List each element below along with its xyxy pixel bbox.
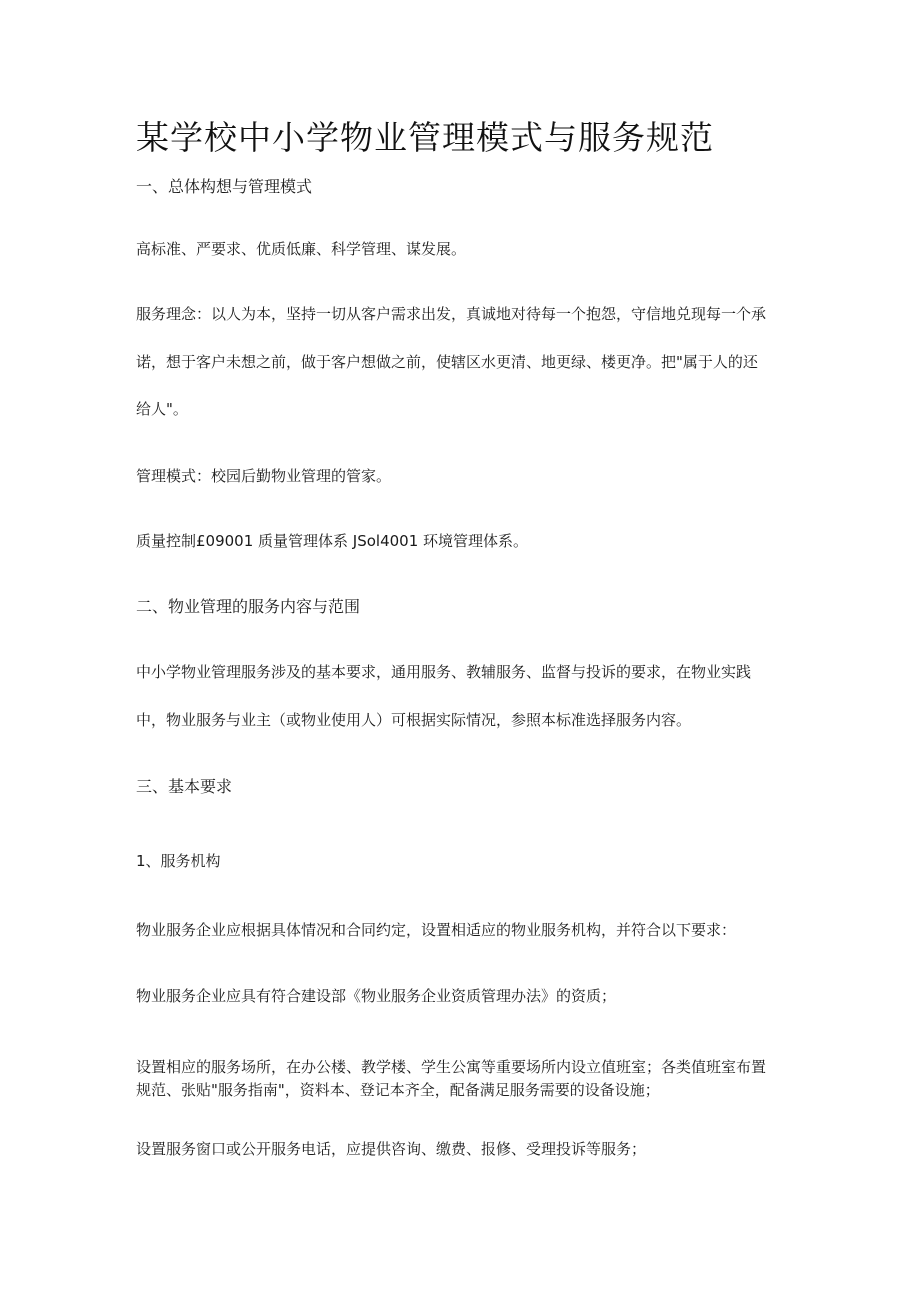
section-3-paragraph-1: 物业服务企业应根据具体情况和合同约定，设置相适应的物业服务机构，并符合以下要求： <box>136 921 737 939</box>
section-3-paragraph-2: 物业服务企业应具有符合建设部《物业服务企业资质管理办法》的资质； <box>136 987 617 1005</box>
section-2-paragraph-1-line-1: 中小学物业管理服务涉及的基本要求，通用服务、教辅服务、监督与投诉的要求，在物业实践 <box>136 663 752 681</box>
document-title: 某学校中小学物业管理模式与服务规范 <box>136 118 714 157</box>
section-3-subheading-1: 1、服务机构 <box>136 852 221 870</box>
section-1-paragraph-2-line-1: 服务理念：以人为本，坚持一切从客户需求出发，真诚地对待每一个抱怨，守信地兑现每一个承 <box>136 305 767 323</box>
section-3-paragraph-3-line-1: 设置相应的服务场所，在办公楼、教学楼、学生公寓等重要场所内设立值班室；各类值班室布置 <box>136 1058 767 1076</box>
section-2-paragraph-1-line-2: 中，物业服务与业主（或物业使用人）可根据实际情况，参照本标准选择服务内容。 <box>136 711 692 729</box>
section-1-paragraph-2-line-2: 诺，想于客户未想之前，做于客户想做之前，使辖区水更清、地更绿、楼更净。把"属于人的还 <box>136 353 758 371</box>
section-3-paragraph-4: 设置服务窗口或公开服务电话，应提供咨询、缴费、报修、受理投诉等服务； <box>136 1140 647 1158</box>
section-1-paragraph-2-line-3: 给人"。 <box>136 400 188 418</box>
section-3-heading: 三、基本要求 <box>136 777 233 796</box>
section-1-paragraph-4: 质量控制£09001 质量管理体系 JSol4001 环境管理体系。 <box>136 532 529 550</box>
section-1-paragraph-1: 高标准、严要求、优质低廉、科学管理、谋发展。 <box>136 240 467 258</box>
section-2-heading: 二、物业管理的服务内容与范围 <box>136 597 361 616</box>
section-1-heading: 一、总体构想与管理模式 <box>136 177 313 196</box>
section-1-paragraph-3: 管理模式：校园后勤物业管理的管家。 <box>136 467 392 485</box>
section-3-paragraph-3-line-2: 规范、张贴"服务指南"，资料本、登记本齐全，配备满足服务需要的设备设施； <box>136 1081 660 1099</box>
